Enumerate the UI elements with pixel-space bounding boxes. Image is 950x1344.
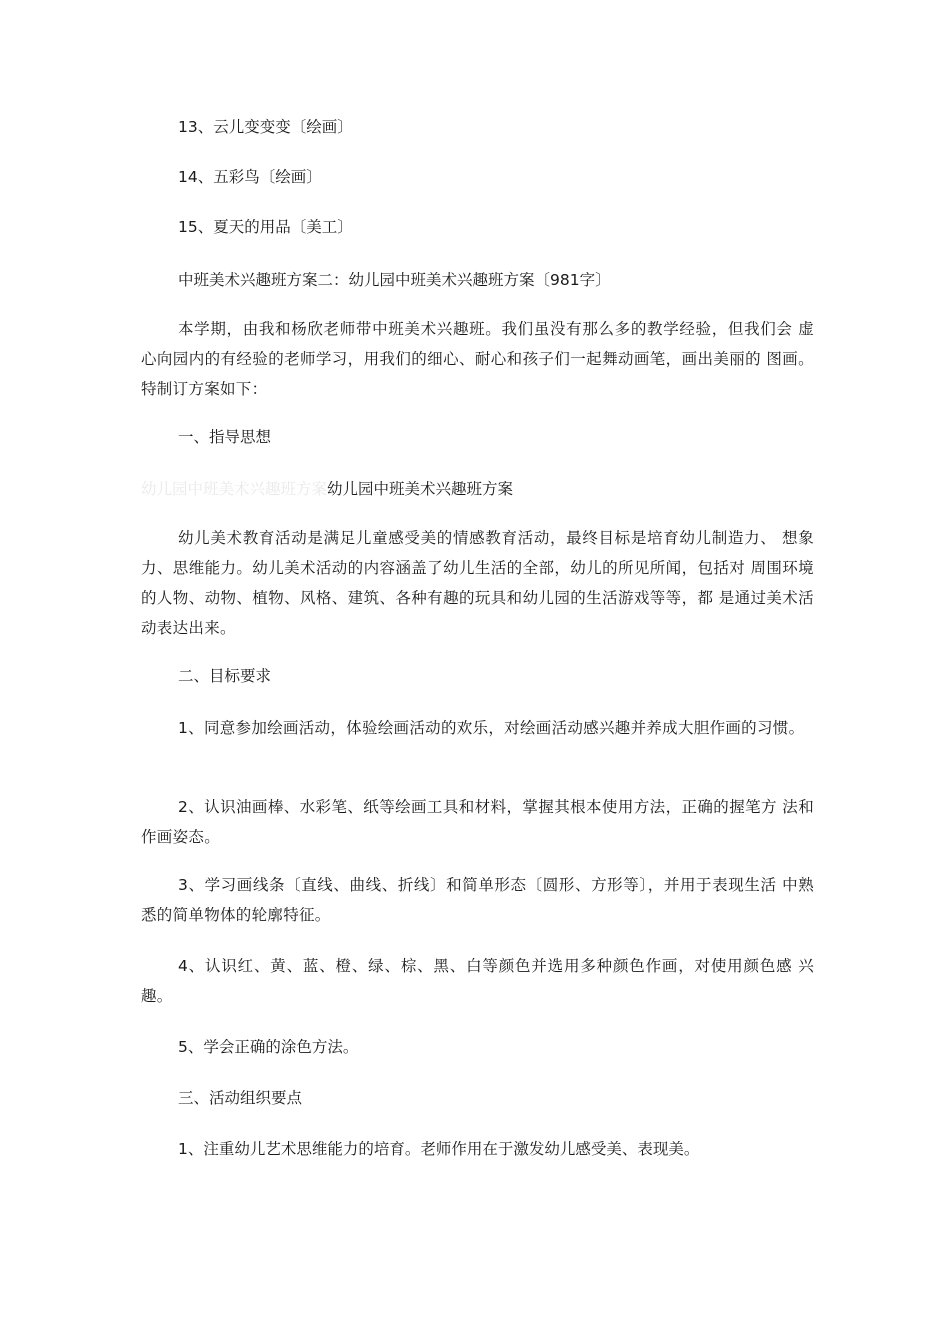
intro-paragraph: 本学期，由我和杨欣老师带中班美术兴趣班。我们虽没有那么多的教学经验，但我们会 虚心向园内的有经验的老师学习，用我们的细心、耐心和孩子们一起舞动画笔，画出美丽的 图画。特制订方案如下：	[141, 320, 814, 398]
goal-item-1: 1、同意参加绘画活动，体验绘画活动的欢乐，对绘画活动感兴趣并养成大胆作画的习惯。	[178, 719, 805, 737]
plan-two-title: 中班美术兴趣班方案二：幼儿园中班美术兴趣班方案〔981字〕	[178, 271, 611, 289]
goal-item-3: 3、学习画线条〔直线、曲线、折线〕和简单形态〔圆形、方形等〕，并用于表现生活 中熟悉的简单物体的轮廓特征。	[141, 876, 814, 924]
watermark-text: 幼儿园中班美术兴趣班方案	[141, 480, 328, 498]
goal-item-4: 4、认识红、黄、蓝、橙、绿、棕、黑、白等颜色并选用多种颜色作画，对使用颜色感 兴趣。	[141, 957, 814, 1005]
list-item-15: 15、夏天的用品〔美工〕	[178, 218, 353, 236]
subtitle-text: 幼儿园中班美术兴趣班方案	[327, 480, 514, 498]
goal-item-5: 5、学会正确的涂色方法。	[178, 1038, 359, 1056]
guiding-paragraph: 幼儿美术教育活动是满足儿童感受美的情感教育活动，最终目标是培育幼儿制造力、 想象力、思维能力。幼儿美术活动的内容涵盖了幼儿生活的全部，幼儿的所见所闻，包括对 周围环境的人物、动物、植物、风格、建筑、各种有趣的玩具和幼儿园的生活游戏等等，都 是通过美术活动表达出来。	[141, 529, 814, 637]
goal-item-2: 2、认识油画棒、水彩笔、纸等绘画工具和材料，掌握其根本使用方法，正确的握笔方 法和作画姿态。	[141, 798, 814, 846]
list-item-14: 14、五彩鸟〔绘画〕	[178, 168, 322, 186]
list-item-13: 13、云儿变变变〔绘画〕	[178, 118, 353, 136]
section-heading-guiding: 一、指导思想	[178, 428, 272, 446]
section-heading-goals: 二、目标要求	[178, 667, 272, 685]
organization-point-1: 1、注重幼儿艺术思维能力的培育。老师作用在于激发幼儿感受美、表现美。	[178, 1140, 700, 1158]
section-heading-organization: 三、活动组织要点	[178, 1089, 303, 1107]
subtitle-line	[141, 474, 513, 504]
